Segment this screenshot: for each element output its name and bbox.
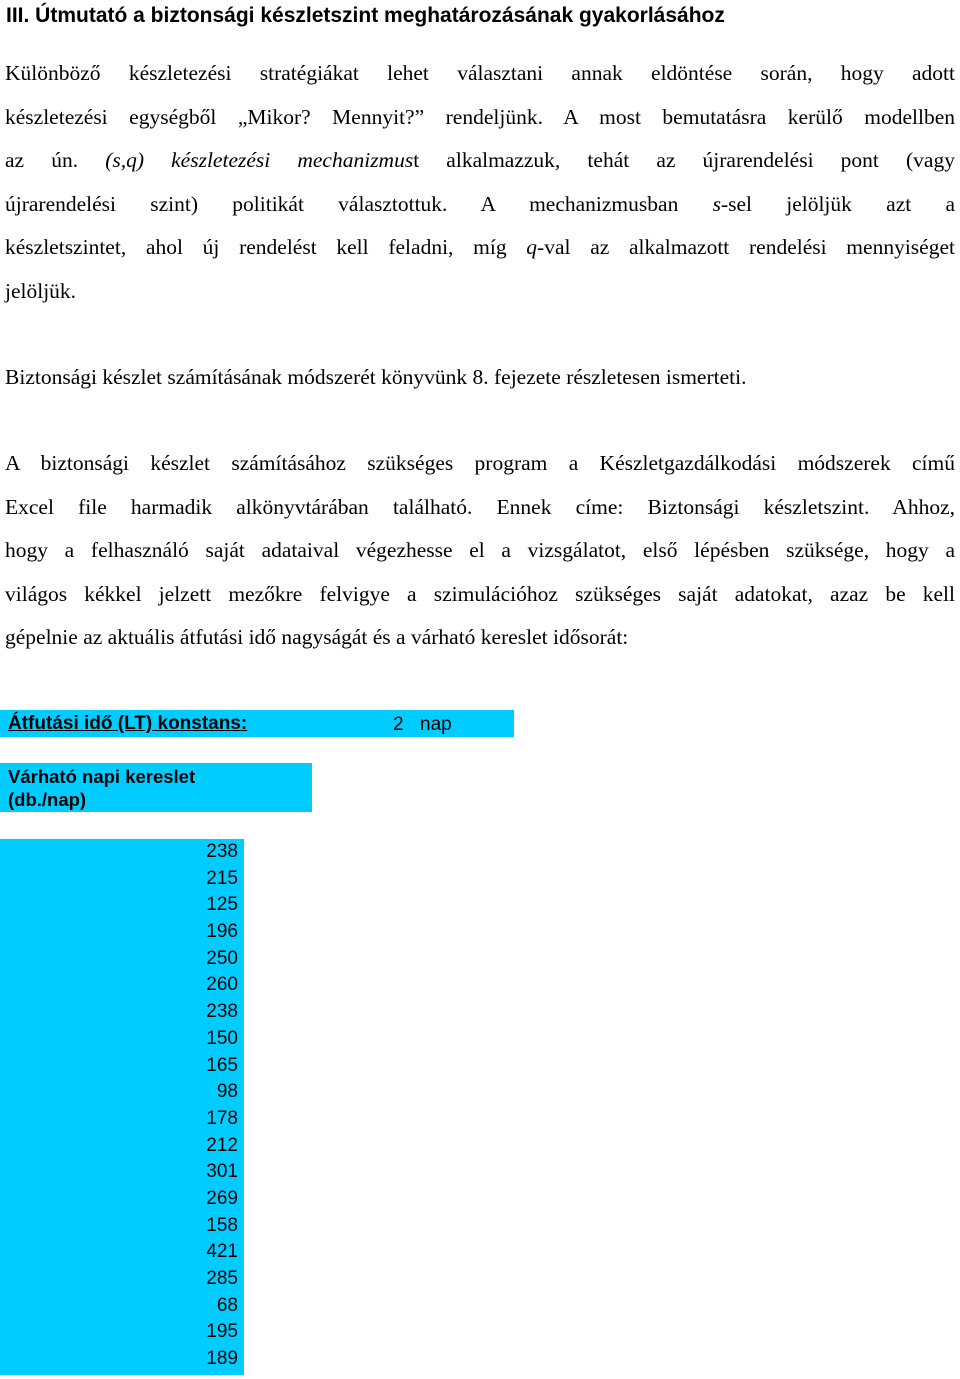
text-line: világos kékkel jelzett mezőkre felvigye a szimulációhoz szükséges saját adatokat, azaz be kell (5, 581, 955, 606)
demand-header-line: Várható napi kereslet (8, 766, 196, 787)
text-line: Biztonsági készlet számításának módszerét könyvünk 8. fejezete részletesen ismerteti. (5, 365, 747, 389)
demand-header-label (8, 765, 298, 811)
demand-cell[interactable]: 301 (206, 1161, 238, 1183)
demand-cell[interactable]: 269 (206, 1187, 238, 1209)
demand-cell[interactable]: 195 (206, 1321, 238, 1343)
text-line: jelöljük. (5, 278, 77, 303)
demand-cell[interactable]: 238 (206, 1001, 238, 1023)
text-fragment: t alkalmazzuk, tehát az újrarendelési pont (vagy (413, 148, 955, 172)
demand-cell[interactable]: 250 (206, 947, 238, 969)
text-line: készletezési egységből „Mikor? Mennyit?” rendeljünk. A most bemutatásra kerülő modellben (5, 104, 955, 129)
demand-cell[interactable]: 212 (206, 1134, 238, 1156)
demand-cell[interactable]: 125 (206, 894, 238, 916)
reference-paragraph (5, 356, 955, 400)
demand-cell[interactable]: 238 (206, 841, 238, 862)
instructions-paragraph (5, 442, 955, 660)
text-fragment: újrarendelési szint) politikát választottuk. A mechanizmusban (5, 191, 713, 216)
lead-time-label: Átfutási idő (LT) konstans: (8, 713, 248, 734)
demand-list (0, 839, 244, 1375)
lead-time-unit: nap (420, 714, 452, 735)
text-fragment: -sel jelöljük azt a (720, 191, 955, 216)
variable-q: q (526, 235, 538, 259)
demand-header-line: (db./nap) (8, 789, 87, 810)
demand-cell[interactable]: 285 (206, 1268, 238, 1289)
demand-cell[interactable]: 421 (206, 1241, 238, 1263)
text-fragment: készletszintet, ahol új rendelést kell feladni, míg (5, 235, 527, 259)
text-line: A biztonsági készlet számításához szükséges program a Készletgazdálkodási módszerek című (5, 451, 955, 475)
text-line (5, 183, 955, 227)
demand-cell[interactable]: 215 (206, 867, 238, 889)
text-line (5, 139, 955, 183)
text-line: Excel file harmadik alkönyvtárában található. Ennek címe: Biztonsági készletszint. Ahhoz, (5, 494, 955, 519)
lead-time-row (0, 710, 514, 737)
demand-cell[interactable]: 189 (206, 1348, 238, 1370)
demand-cell[interactable]: 150 (206, 1027, 238, 1049)
demand-cell[interactable]: 165 (206, 1054, 238, 1076)
section-title: III. Útmutató a biztonsági készletszint meghatározásának gyakorlásához (6, 4, 725, 27)
text-fragment: -val az alkalmazott rendelési mennyiséget (537, 235, 955, 259)
demand-cell[interactable]: 98 (216, 1081, 238, 1103)
text-fragment: az ún. (5, 148, 106, 172)
demand-cell[interactable]: 158 (206, 1214, 238, 1236)
demand-header (0, 763, 312, 812)
text-line: Különböző készletezési stratégiákat lehet választani annak eldöntése során, hogy adott (5, 61, 955, 85)
demand-cell[interactable]: 196 (206, 921, 238, 943)
demand-cell[interactable]: 260 (206, 974, 238, 996)
text-line (5, 226, 955, 270)
lead-time-input[interactable]: 2 (393, 714, 404, 735)
text-line: gépelnie az aktuális átfutási idő nagyságát és a várható kereslet idősorát: (5, 625, 629, 649)
demand-cell[interactable]: 68 (216, 1294, 238, 1316)
variable-s: s (712, 191, 721, 216)
text-line: hogy a felhasználó saját adataival végezhesse el a vizsgálatot, első lépésben szüksége, hogy a (5, 538, 955, 562)
mechanism-term: (s,q) készletezési mechanizmus (105, 148, 414, 172)
demand-cell[interactable]: 178 (206, 1107, 238, 1129)
intro-paragraph (5, 52, 955, 313)
